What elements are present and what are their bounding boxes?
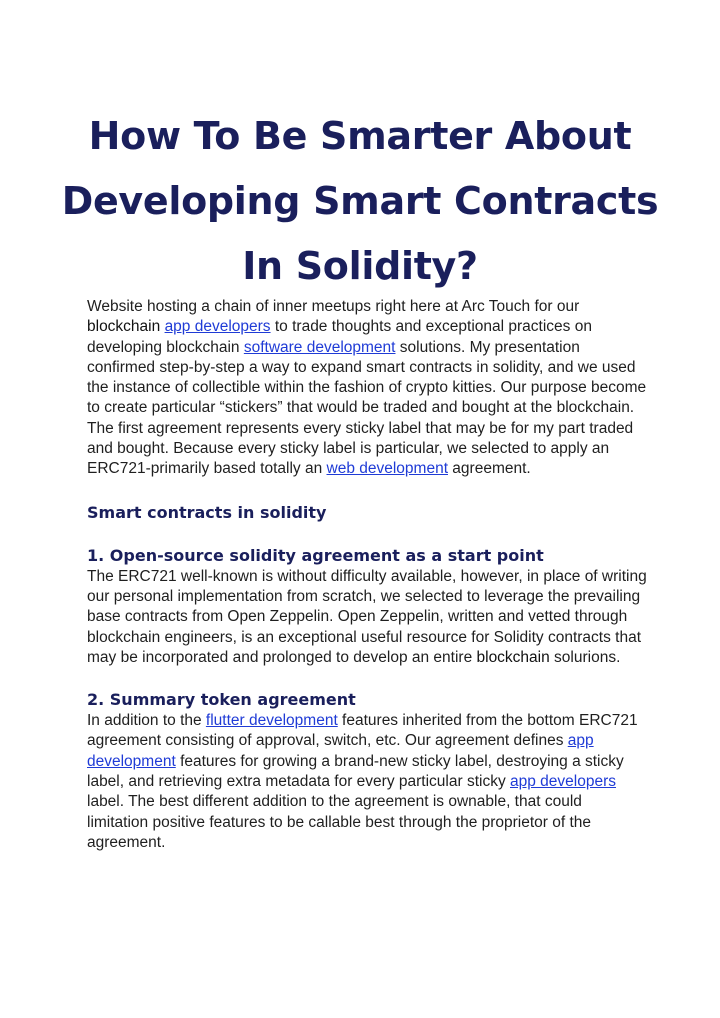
intro-text-3: to trade thoughts and exceptional practices on developing blockchain bbox=[87, 318, 592, 356]
intro-text-4: solutions. My presentation confirmed step-by-step a way to expand smart contracts in solidity, and we used the instance of collectible within the fashion of crypto kitties. Our purpose become to create particular “stickers” that would be traded and bought at the blockchain. The first agreement represents every sticky label that may be for my part traded and bought. Because every sticky label is particular, we selected to apply an ERC721-primarily based totally an bbox=[87, 338, 647, 478]
heading-smart-contracts: Smart contracts in solidity bbox=[87, 502, 327, 522]
section2-text-3: features for growing a brand-new sticky label, destroying a sticky label, and retrieving extra metadata for every particular sticky bbox=[87, 752, 624, 791]
document-body bbox=[87, 297, 647, 853]
link-software-development[interactable]: software development bbox=[243, 338, 396, 356]
link-app-developers-2[interactable]: app developers bbox=[510, 773, 616, 791]
section1-paragraph bbox=[87, 567, 647, 668]
heading-open-source-agreement: 1. Open-source solidity agreement as a start point bbox=[87, 545, 544, 565]
section2-paragraph bbox=[87, 711, 647, 853]
link-app-development[interactable]: app development bbox=[87, 732, 594, 770]
section2-text-2: features inherited from the bottom ERC721 agreement consisting of approval, switch, etc. Our agreement defines bbox=[87, 712, 638, 750]
intro-term-blockchain: blockchain bbox=[87, 318, 161, 336]
section2-text-4: label. The best different addition to the agreement is ownable, that could limitation positive features to be callable best through the proprietor of the agreement. bbox=[87, 793, 592, 851]
intro-text-1: Website hosting a chain of inner meetups right here at Arc Touch for our bbox=[87, 298, 580, 315]
link-web-development[interactable]: web development bbox=[326, 460, 448, 478]
section1-text-2: solurions. bbox=[549, 648, 621, 666]
page-title: How To Be Smarter About Developing Smart Contracts In Solidity? bbox=[61, 114, 659, 288]
intro-text-5: agreement. bbox=[448, 460, 531, 478]
section2-text-1: In addition to the bbox=[87, 712, 206, 730]
section1-term-blockchain: blockchain bbox=[476, 648, 550, 666]
heading-summary-token-agreement: 2. Summary token agreement bbox=[87, 690, 356, 710]
section1-text-1: The ERC721 well-known is without difficulty available, however, in place of writing our personal implementation from scratch, we selected to leverage the prevailing base contracts from Open Zeppelin. Open Zeppelin, written and vetted through blockchain engineers, is an exceptional useful resource for Solidity contracts that may be incorporated and prolonged to develop an entire bbox=[87, 567, 647, 666]
link-app-developers[interactable]: app developers bbox=[164, 318, 271, 336]
link-flutter-development[interactable]: flutter development bbox=[205, 712, 338, 730]
intro-paragraph bbox=[87, 297, 647, 480]
